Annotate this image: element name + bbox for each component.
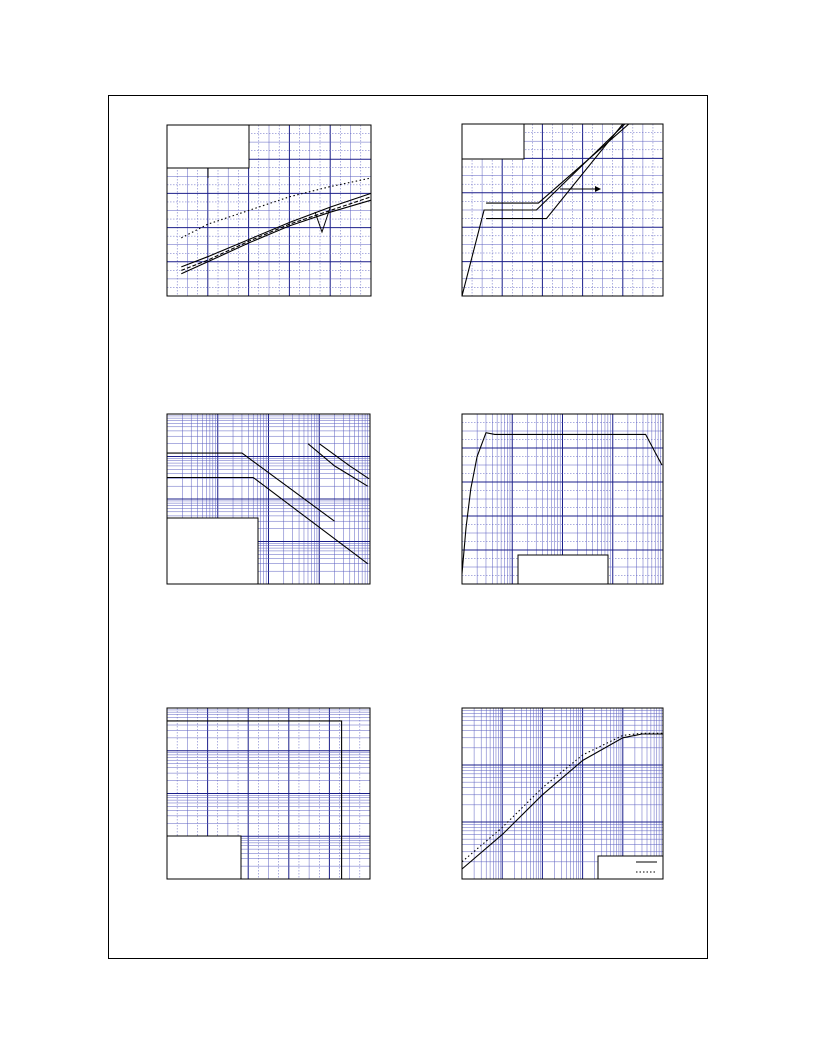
panel-3 bbox=[167, 414, 370, 584]
label-box-1 bbox=[518, 555, 608, 584]
label-box-1 bbox=[462, 124, 524, 159]
plot-area bbox=[462, 708, 663, 879]
label-box-1 bbox=[167, 125, 249, 168]
panel-5 bbox=[167, 708, 370, 879]
label-box-1 bbox=[598, 856, 663, 879]
panel-4 bbox=[462, 414, 663, 584]
panel-6 bbox=[462, 708, 663, 879]
label-box-1 bbox=[167, 518, 258, 584]
panel-2 bbox=[462, 124, 663, 296]
label-box-1 bbox=[167, 836, 241, 879]
panel-1 bbox=[167, 125, 371, 296]
